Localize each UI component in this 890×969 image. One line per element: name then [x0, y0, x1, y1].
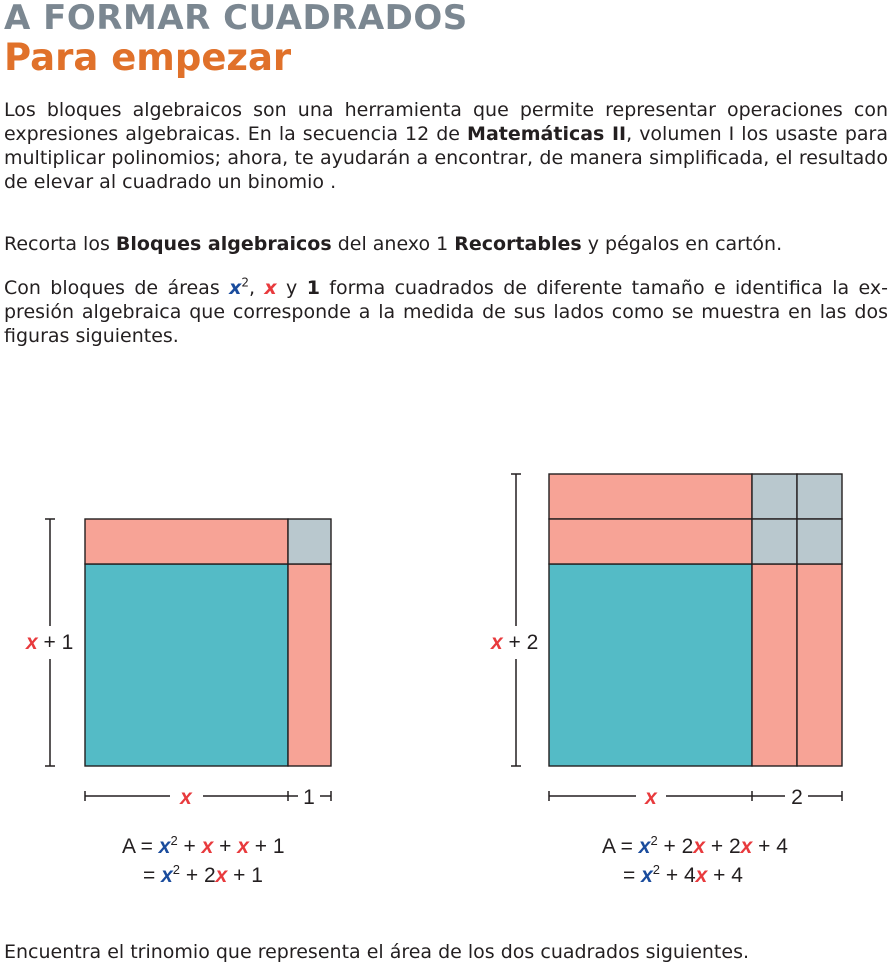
x-squared-block — [549, 564, 752, 766]
subtitle: Para empezar — [4, 36, 292, 79]
figure1-bottom-unit-label: 1 — [303, 786, 315, 809]
figure1-area-equation — [122, 832, 285, 890]
equation-row: = $x^2 + 4x + 4$ — [623, 862, 743, 887]
figure2-square — [549, 474, 842, 766]
closing-paragraph: Encuentra el trinomio que representa el área de los dos cuadrados siguientes. — [4, 941, 750, 963]
figure2-side-label: x + 2 — [491, 631, 539, 654]
instruction-paragraph: Recorta los Bloques algebraicos del anexo 1 Recortables y pégalos en cartón. — [4, 233, 783, 255]
x-squared-block — [85, 564, 288, 766]
figure2-area-equation — [602, 832, 788, 890]
x-block-top-1 — [549, 474, 752, 519]
unit-block-1 — [752, 474, 797, 519]
equation-row: $A = x^2 + 2x + 2x + 4$ — [602, 833, 788, 858]
x-block-right-2 — [797, 564, 842, 766]
figure2-bottom-x-label: x — [645, 786, 657, 809]
unit-block-4 — [797, 519, 842, 564]
figure2-side-dimension — [511, 474, 521, 766]
intro-paragraph: Los bloques algebraicos son una herramienta que permite representar operaciones con expresiones algebraicas. En la secuencia 12 de Matemáticas II, volumen I los usaste para multiplicar polinomios; ahora, te ayudarán a encontrar, de manera simplificada, el resultado de elevar al cuadrado un binomio . — [4, 99, 888, 193]
x-block-right — [288, 564, 331, 766]
book-title: Matemáticas II — [467, 123, 627, 145]
unit-block-3 — [752, 519, 797, 564]
section-title: A FORMAR CUADRADOS — [4, 0, 468, 38]
unit-block — [288, 519, 331, 564]
figure1-square — [85, 519, 331, 766]
figure1-bottom-dimension — [85, 791, 331, 801]
unit-block-2 — [797, 474, 842, 519]
x-block-right-1 — [752, 564, 797, 766]
equation-row: $A = x^2 + x + x + 1$ — [122, 833, 285, 858]
figure1-side-label: x + 1 — [26, 631, 74, 654]
figure2-bottom-unit-label: 2 — [791, 786, 803, 809]
x-block-top — [85, 519, 288, 564]
x-block-top-2 — [549, 519, 752, 564]
equation-row: = $x^2 + 2x + 1$ — [143, 862, 263, 887]
figure1-bottom-x-label: x — [180, 786, 192, 809]
task-paragraph: Con bloques de áreas $x^2$, x y 1 forma cuadrados de diferente tamaño e identifica la expresión algebraica que corresponde a la medida de sus lados como se muestra en las dos figuras siguientes. — [4, 275, 888, 347]
